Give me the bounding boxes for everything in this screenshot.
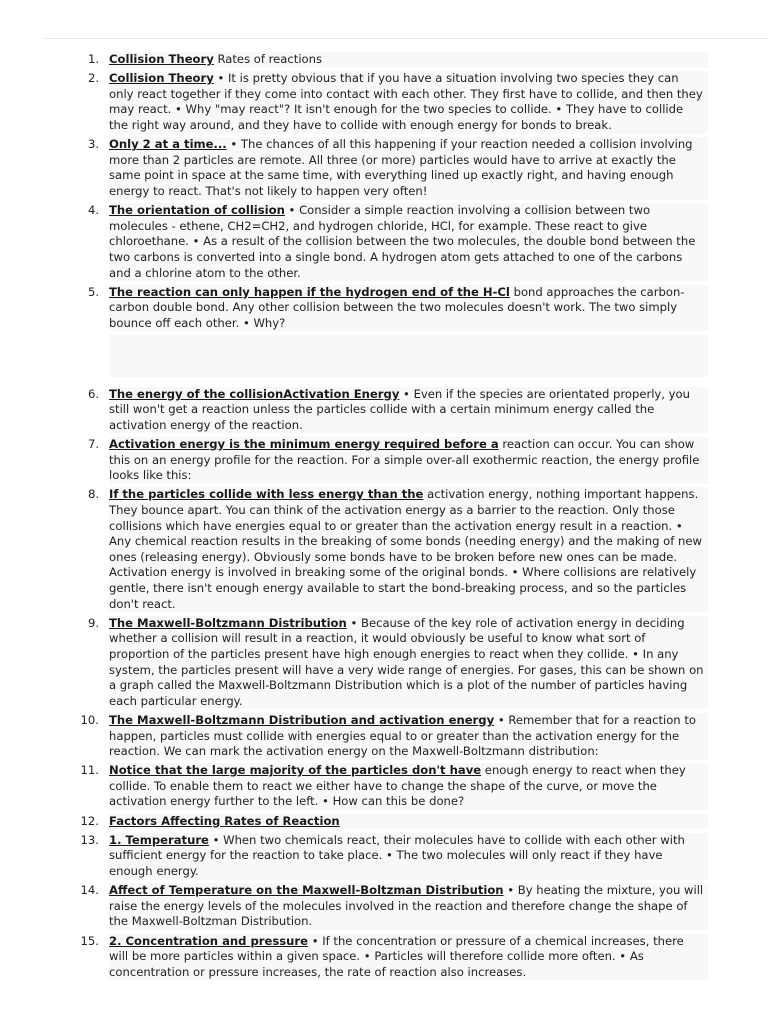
list-item — [68, 137, 708, 199]
item-number: 3. — [87, 137, 99, 152]
item-number: 1. — [87, 52, 99, 66]
item-number: 12. — [80, 813, 99, 828]
item-body: activation energy, nothing important happens. They bounce apart. You can think of the activation energy as a barrier to the reaction. Only those collisions which have energies equal to or greater than the activation energy result in a reaction. • Any chemical reaction results in the breaking of some bonds (needing energy) and the making of new ones (releasing energy). Obviously some bonds have to be broken before new ones can be made. Activation energy is involved in breaking some of the original bonds. • Where collisions are relatively gentle, there isn't enough energy available to start the bond-breaking process, and so the particles don't react. — [109, 487, 702, 611]
item-heading: The Maxwell-Boltzmann Distribution — [109, 615, 347, 630]
item-text — [109, 52, 708, 68]
item-number: 7. — [87, 437, 99, 452]
item-body: • When two chemicals react, their molecules have to collide with each other with sufficient energy for the reaction to take place. • The two molecules will only react if they have enough energy. — [109, 832, 685, 879]
list-item — [68, 52, 708, 68]
top-divider — [44, 38, 768, 39]
item-body: • Because of the key role of activation energy in deciding whether a collision will result in a reaction, it would obviously be useful to know what sort of proportion of the particles present have high enough energies to react when they collide. • In any system, the particles present will have a very wide range of energies. For gases, this can be shown on a graph called the Maxwell-Boltzmann Distribution which is a plot of the number of particles having each particular energy. — [109, 615, 704, 708]
item-text — [109, 763, 708, 810]
item-text — [109, 487, 708, 612]
list-item — [68, 285, 708, 332]
item-heading: The reaction can only happen if the hydrogen end of the H-Cl — [109, 284, 510, 299]
item-body: • If the concentration or pressure of a chemical increases, there will be more particles within a given space. • Particles will therefore collide more often. • As concentration or pressure increases, the rate of reaction also increases. — [109, 933, 684, 979]
item-body: bond approaches the carbon-carbon double bond. Any other collision between the two molecules doesn't work. The two simply bounce off each other. • Why? — [109, 284, 685, 330]
list-item — [68, 883, 708, 930]
list-item — [68, 934, 708, 981]
list-item — [68, 437, 708, 484]
item-number: 11. — [80, 763, 99, 778]
item-heading: If the particles collide with less energy than the — [109, 487, 424, 502]
item-text — [109, 713, 708, 760]
item-heading: The energy of the collisionActivation Energy — [109, 386, 400, 401]
item-body: • Remember that for a reaction to happen, particles must collide with energies equal to or greater than the activation energy for the reaction. We can mark the activation energy on the Maxwell-Boltzmann distribution: — [109, 712, 696, 759]
item-number: 2. — [87, 71, 99, 86]
item-number: 15. — [80, 933, 99, 948]
item-body: • The chances of all this happening if your reaction needed a collision involving more than 2 particles are remote. All three (or more) particles would have to arrive at exactly the same point in space at the same time, with everything lined up exactly right, and having enough energy to react. That's not likely to happen very often! — [109, 137, 693, 198]
list-item — [68, 487, 708, 612]
item-body: • Even if the species are orientated properly, you still won't get a reaction unless the particles collide with a certain minimum energy called the activation energy of the reaction. — [109, 386, 690, 432]
item-heading: 2. Concentration and pressure — [109, 933, 309, 948]
document-body — [68, 52, 708, 984]
item-number: 10. — [80, 712, 99, 727]
list-item — [68, 763, 708, 810]
item-text — [109, 883, 708, 930]
item-heading: Affect of Temperature on the Maxwell-Boltzman Distribution — [109, 883, 504, 898]
list-item — [68, 814, 708, 830]
item-body: enough energy to react when they collide. To enable them to react we either have to change the shape of the curve, or move the activation energy further to the left. • How can this be done? — [109, 763, 686, 809]
item-body: • By heating the mixture, you will raise the energy levels of the molecules involved in the reaction and therefore change the shape of the Maxwell-Boltzman Distribution. — [109, 883, 704, 929]
item-heading: Collision Theory — [109, 52, 214, 66]
list-item — [68, 713, 708, 760]
list-item — [68, 387, 708, 434]
item-heading: Factors Affecting Rates of Reaction — [109, 813, 340, 828]
list-item — [68, 616, 708, 710]
item-text — [109, 616, 708, 710]
list-item — [68, 833, 708, 880]
item-heading: Notice that the large majority of the particles don't have — [109, 763, 482, 778]
item-body: • Consider a simple reaction involving a collision between two molecules - ethene, CH2=CH2, and hydrogen chloride, HCl, for example. These react to give chloroethane. • As a result of the collision between the two molecules, the double bond between the two carbons is converted into a single bond. A hydrogen atom gets attached to one of the carbons and a chlorine atom to the other. — [109, 203, 696, 280]
item-text — [109, 437, 708, 484]
empty-figure-area — [109, 335, 708, 377]
item-text — [109, 833, 708, 880]
item-body: • It is pretty obvious that if you have a situation involving two species they can only react together if they come into contact with each other. They first have to collide, and then they may react. • Why "may react"? It isn't enough for the two species to collide. • They have to collide the right way around, and they have to collide with enough energy for bonds to break. — [109, 71, 703, 132]
item-heading: 1. Temperature — [109, 832, 209, 847]
list-item — [68, 203, 708, 281]
item-heading: The orientation of collision — [109, 203, 285, 218]
item-heading: Collision Theory — [109, 71, 214, 86]
item-text — [109, 285, 708, 332]
item-number: 14. — [80, 883, 99, 898]
item-number: 4. — [87, 203, 99, 218]
item-number: 9. — [87, 615, 99, 630]
item-text — [109, 814, 708, 830]
item-heading: Activation energy is the minimum energy required before a — [109, 437, 499, 452]
item-text — [109, 71, 708, 133]
item-number: 8. — [87, 487, 99, 502]
item-body: reaction can occur. You can show this on an energy profile for the reaction. For a simple over-all exothermic reaction, the energy profile looks like this: — [109, 437, 700, 483]
item-body: Rates of reactions — [213, 52, 323, 66]
item-text — [109, 137, 708, 199]
item-text — [109, 934, 708, 981]
list-item — [68, 71, 708, 133]
item-number: 13. — [80, 832, 99, 847]
item-number: 5. — [87, 284, 99, 299]
item-text — [109, 387, 708, 434]
item-heading: The Maxwell-Boltzmann Distribution and activation energy — [109, 712, 495, 727]
item-heading: Only 2 at a time... — [109, 137, 227, 152]
item-text — [109, 203, 708, 281]
item-number: 6. — [87, 386, 99, 401]
